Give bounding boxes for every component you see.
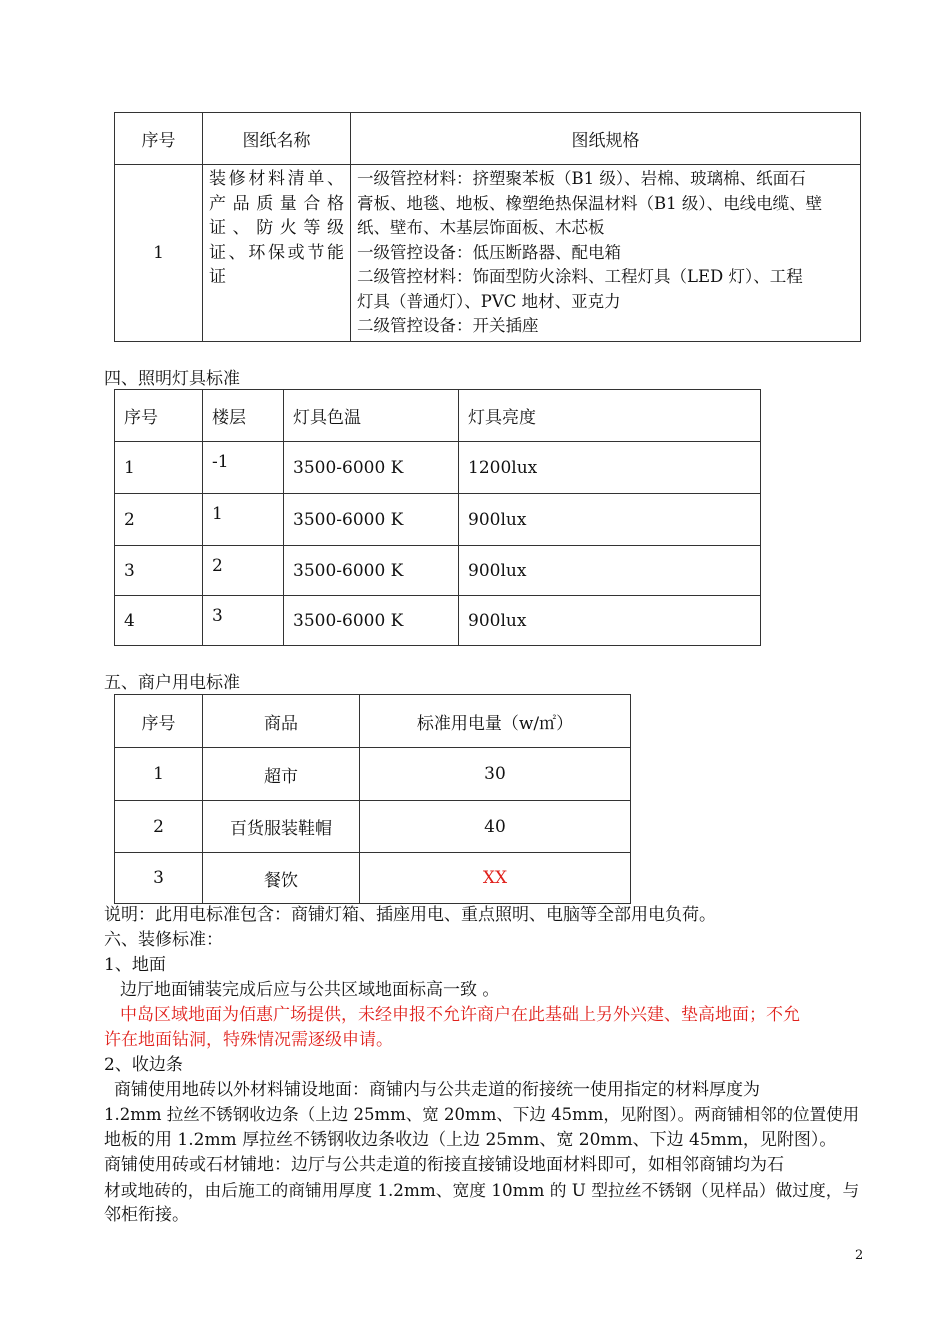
page-number: 2 xyxy=(855,1248,864,1263)
drawings-table xyxy=(114,112,861,342)
table2-cell: 3500-6000 K xyxy=(284,442,459,494)
table3-cell: 百货服装鞋帽 xyxy=(203,801,360,853)
subsection-1-title: 1、地面 xyxy=(104,955,166,975)
table1-cell-spec: 一级管控材料：挤塑聚苯板（B1 级）、岩棉、玻璃棉、纸面石 膏板、地毯、地板、橡塑绝热保温材料（B1 级）、电线电缆、壁 纸、壁布、木基层饰面板、木芯板 一级管控设备：低压断路器、配电箱 二级管控材料：饰面型防火涂料、工程灯具（LED 灯）、工程 灯具（普通灯）、PVC 地材、亚克力 二级管控设备：开关插座 xyxy=(351,165,861,342)
table-row xyxy=(115,853,631,904)
table2-cell: 900lux xyxy=(459,596,761,646)
section-4-title: 四、照明灯具标准 xyxy=(104,369,240,389)
table2-cell: 4 xyxy=(115,596,203,646)
table1-header-no: 序号 xyxy=(115,113,203,165)
subsection-2-line: 邻柜衔接。 xyxy=(104,1205,189,1225)
subsection-2-line: 地板的用 1.2mm 厚拉丝不锈钢收边条收边（上边 25mm、宽 20mm、下边 45mm，见附图）。 xyxy=(104,1130,837,1150)
table2-cell: 900lux xyxy=(459,546,761,596)
table3-cell: 30 xyxy=(360,748,631,801)
table1-header-spec: 图纸规格 xyxy=(351,113,861,165)
table2-cell: 3500-6000 K xyxy=(284,494,459,546)
table3-header-power: 标准用电量（w/㎡） xyxy=(360,695,631,748)
table3-cell: 2 xyxy=(115,801,203,853)
table2-cell: 900lux xyxy=(459,494,761,546)
power-note: 说明：此用电标准包含：商铺灯箱、插座用电、重点照明、电脑等全部用电负荷。 xyxy=(104,905,716,925)
table1-cell-no: 1 xyxy=(115,165,203,342)
table2-cell: 1200lux xyxy=(459,442,761,494)
table3-cell: 餐饮 xyxy=(203,853,360,904)
table-row xyxy=(115,546,761,596)
table3-cell-highlight: XX xyxy=(360,853,631,904)
table3-header-no: 序号 xyxy=(115,695,203,748)
table2-cell: 3 xyxy=(203,596,284,646)
table-row xyxy=(115,442,761,494)
table-row xyxy=(115,748,631,801)
table3-cell: 3 xyxy=(115,853,203,904)
lighting-table xyxy=(114,389,761,646)
table2-cell: 1 xyxy=(115,442,203,494)
subsection-2-line: 商铺使用地砖以外材料铺设地面：商铺内与公共走道的衔接统一使用指定的材料厚度为 xyxy=(114,1080,760,1100)
table2-cell: 3500-6000 K xyxy=(284,596,459,646)
table1-header-name: 图纸名称 xyxy=(203,113,351,165)
section-5-title: 五、商户用电标准 xyxy=(104,673,240,693)
table2-cell: 3500-6000 K xyxy=(284,546,459,596)
subsection-2-line: 1.2mm 拉丝不锈钢收边条（上边 25mm、宽 20mm、下边 45mm，见附图）。两商铺相邻的位置使用 xyxy=(104,1105,860,1124)
subsection-2-line: 商铺使用砖或石材铺地：边厅与公共走道的衔接直接铺设地面材料即可，如相邻商铺均为石 xyxy=(104,1155,784,1175)
table2-header-floor: 楼层 xyxy=(203,390,284,442)
section-6-title: 六、装修标准： xyxy=(104,930,223,950)
table2-cell: 2 xyxy=(115,494,203,546)
subsection-1-red-line-1: 中岛区域地面为佰惠广场提供，未经申报不允许商户在此基础上另外兴建、垫高地面；不允 xyxy=(120,1005,800,1025)
table3-cell: 超市 xyxy=(203,748,360,801)
table2-cell: 2 xyxy=(203,546,284,596)
table2-cell: 1 xyxy=(203,494,284,546)
table2-header-temp: 灯具色温 xyxy=(284,390,459,442)
power-table xyxy=(114,694,631,904)
table2-cell: -1 xyxy=(203,442,284,494)
table2-header-no: 序号 xyxy=(115,390,203,442)
table-row xyxy=(115,596,761,646)
subsection-2-title: 2、收边条 xyxy=(104,1055,183,1075)
subsection-1-text: 边厅地面铺装完成后应与公共区域地面标高一致 。 xyxy=(120,980,500,1000)
subsection-1-red-line-2: 许在地面钻洞，特殊情况需逐级申请。 xyxy=(104,1030,393,1050)
table3-header-goods: 商品 xyxy=(203,695,360,748)
subsection-2-line: 材或地砖的，由后施工的商铺用厚度 1.2mm、宽度 10mm 的 U 型拉丝不锈钢（见样品）做过度，与 xyxy=(104,1180,860,1200)
table-row xyxy=(115,494,761,546)
table-row xyxy=(115,801,631,853)
table3-cell: 1 xyxy=(115,748,203,801)
table3-cell: 40 xyxy=(360,801,631,853)
table2-cell: 3 xyxy=(115,546,203,596)
table2-header-brightness: 灯具亮度 xyxy=(459,390,761,442)
table1-cell-name: 装修材料清单、 产品质量合格 证、防火等级 证、环保或节能 证 xyxy=(203,165,351,342)
